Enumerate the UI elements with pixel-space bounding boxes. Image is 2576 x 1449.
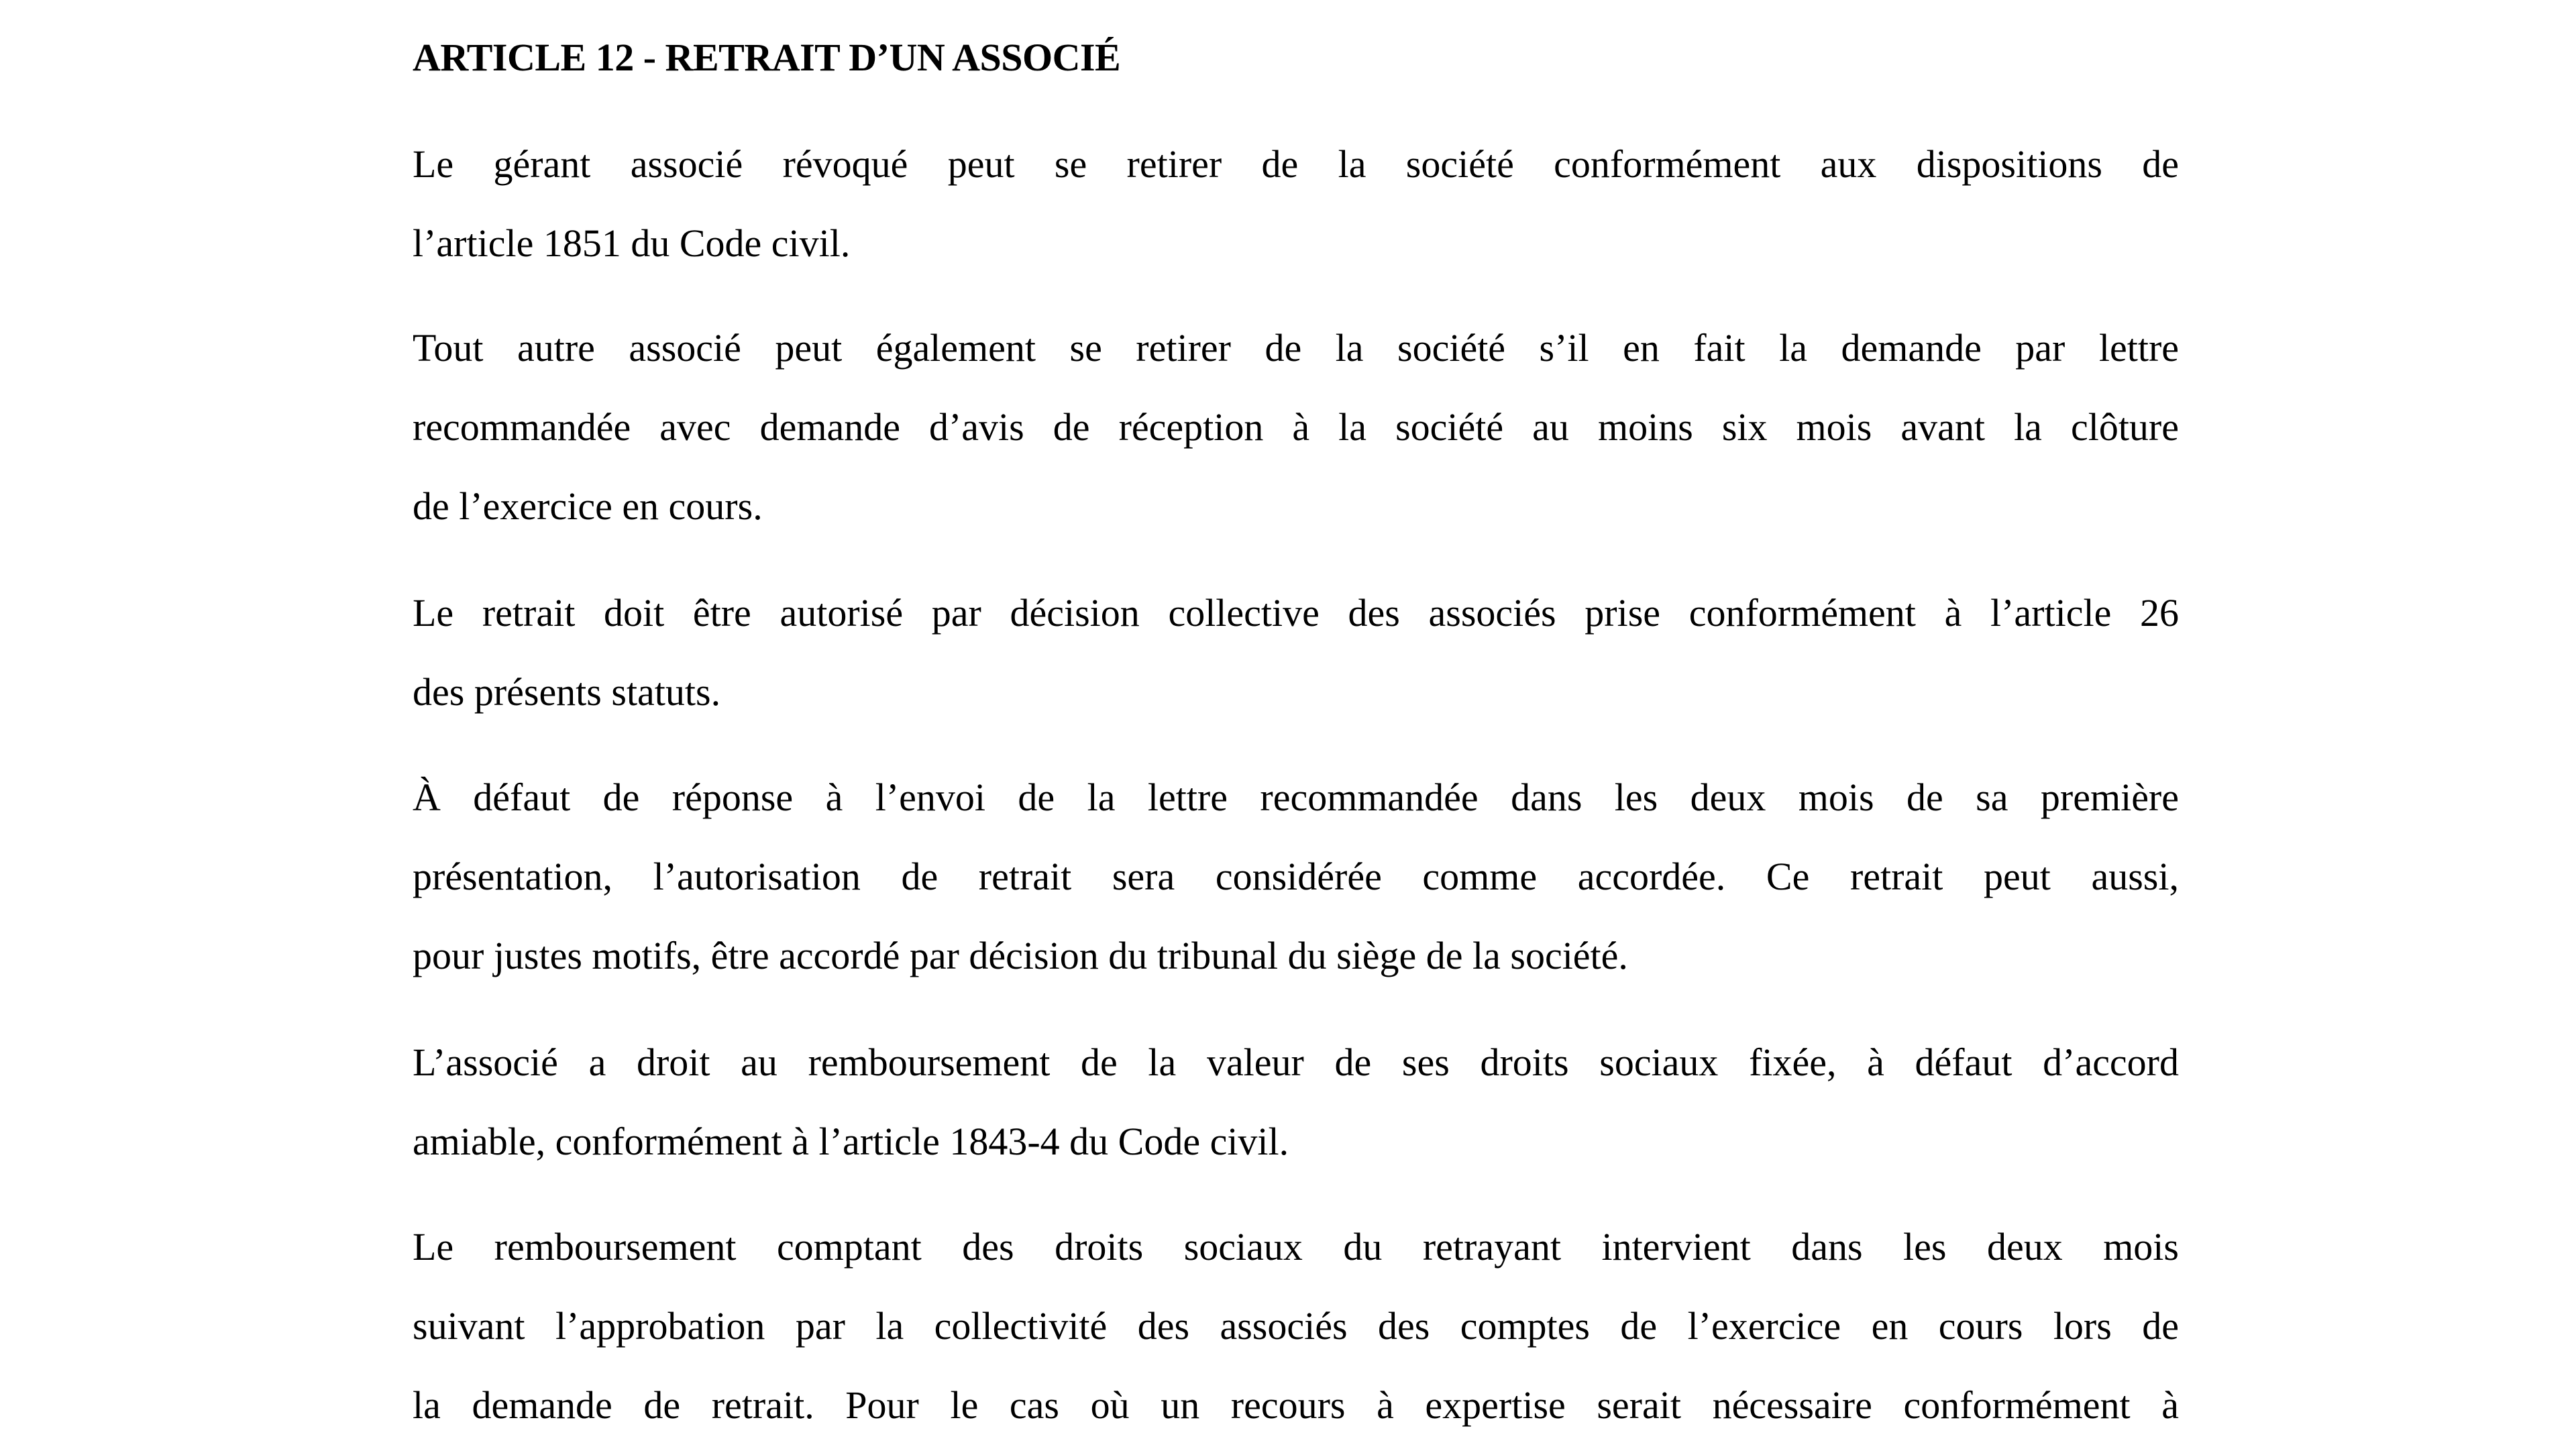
text-line: Le retrait doit être autorisé par décision collective des associés prise conformément à l’article 26: [413, 591, 2179, 635]
paragraph-gerant-revoque: [413, 125, 2179, 283]
text-line: À défaut de réponse à l’envoi de la lettre recommandée dans les deux mois de sa première: [413, 775, 2179, 819]
text-line: Le gérant associé révoqué peut se retirer de la société conformément aux dispositions de: [413, 142, 2179, 186]
paragraph-remboursement-comptant: [413, 1208, 2179, 1445]
text-line: la demande de retrait. Pour le cas où un recours à expertise serait nécessaire conformément à: [413, 1383, 2179, 1427]
text-line: suivant l’approbation par la collectivité des associés des comptes de l’exercice en cours lors de: [413, 1304, 2179, 1348]
text-line: de l’exercice en cours.: [413, 484, 763, 528]
text-line: Le remboursement comptant des droits sociaux du retrayant intervient dans les deux mois: [413, 1225, 2179, 1269]
paragraph-autorisation: [413, 574, 2179, 732]
text-line: présentation, l’autorisation de retrait sera considérée comme accordée. Ce retrait peut aussi,: [413, 855, 2179, 898]
paragraph-defaut-reponse: [413, 758, 2179, 996]
text-line: L’associé a droit au remboursement de la valeur de ses droits sociaux fixée, à défaut d’accord: [413, 1040, 2179, 1084]
paragraph-remboursement-valeur: [413, 1023, 2179, 1181]
text-line: recommandée avec demande d’avis de réception à la société au moins six mois avant la clôture: [413, 405, 2179, 449]
article-heading: ARTICLE 12 - RETRAIT D’UN ASSOCIÉ: [413, 36, 1121, 79]
text-line: amiable, conformément à l’article 1843-4 du Code civil.: [413, 1120, 1289, 1163]
text-line: l’article 1851 du Code civil.: [413, 221, 851, 265]
text-line: Tout autre associé peut également se retirer de la société s’il en fait la demande par lettre: [413, 326, 2179, 370]
text-line: des présents statuts.: [413, 670, 721, 714]
paragraph-autre-associe: [413, 309, 2179, 546]
text-line: pour justes motifs, être accordé par décision du tribunal du siège de la société.: [413, 934, 1628, 977]
